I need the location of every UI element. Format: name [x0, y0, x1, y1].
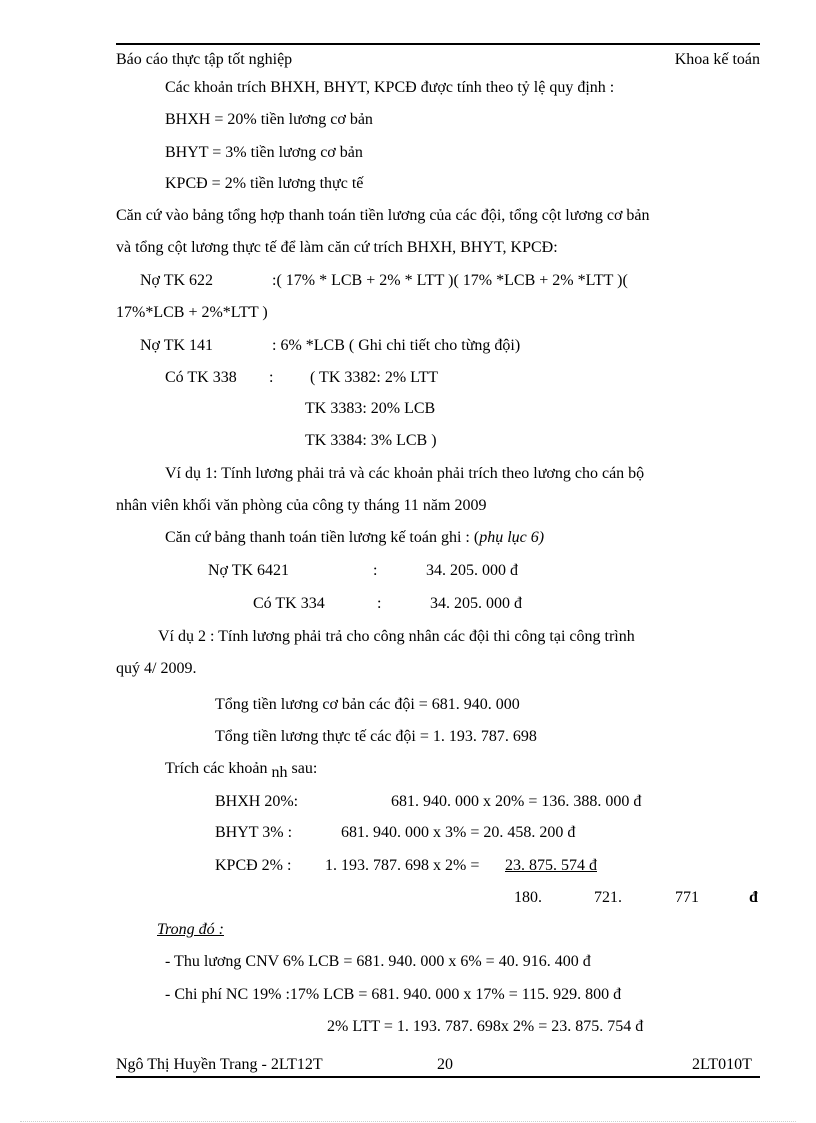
example-2-line-1: Ví dụ 2 : Tính lương phải trả cho công nhân các đội thi công tại công trình: [158, 628, 635, 645]
example-1-line-1: Ví dụ 1: Tính lương phải trả và các khoản phải trích theo lương cho cán bộ: [165, 465, 645, 482]
footer-author: Ngô Thị Huyền Trang - 2LT12T: [116, 1056, 323, 1073]
intro-line: Các khoản trích BHXH, BHYT, KPCĐ được tính theo tỷ lệ quy định :: [165, 79, 615, 96]
tk-3384: TK 3384: 3% LCB ): [305, 432, 437, 449]
co-334-amount: 34. 205. 000 đ: [430, 595, 522, 612]
tk-3383: TK 3383: 20% LCB: [305, 400, 436, 417]
co-334-colon: :: [377, 595, 382, 612]
chi-phi-line: - Chi phí NC 19% :17% LCB = 681. 940. 000 x 17% = 115. 929. 800 đ: [165, 986, 622, 1003]
deduction-intro: [165, 760, 318, 781]
trong-do-heading: Trong đó :: [157, 921, 224, 938]
tk-3382: ( TK 3382: 2% LTT: [310, 369, 438, 386]
basis-line-2: và tổng cột lương thực tế để làm căn cứ trích BHXH, BHYT, KPCĐ:: [116, 239, 558, 256]
deduction-intro-text: Trích các khoản: [165, 760, 268, 777]
sum-part-1: 180.: [514, 889, 542, 906]
bhyt-calc-label: BHYT 3% :: [215, 824, 293, 841]
sum-part-3: 771: [675, 889, 699, 906]
sum-currency: đ: [749, 889, 758, 906]
total-actual-salary: Tổng tiền lương thực tế các đội = 1. 193. 787. 698: [215, 728, 537, 745]
thu-luong-line: - Thu lương CNV 6% LCB = 681. 940. 000 x 6% = 40. 916. 400 đ: [165, 953, 591, 970]
kpcd-calc: 1. 193. 787. 698 x 2% =: [325, 857, 480, 874]
footer-code: 2LT010T: [692, 1056, 752, 1073]
footer-bottom-rule: [116, 1076, 760, 1078]
example-1-line-2: nhân viên khối văn phòng của công ty tháng 11 năm 2009: [116, 497, 487, 514]
co-338-colon: :: [269, 369, 274, 386]
bhxh-calc: 681. 940. 000 x 20% = 136. 388. 000 đ: [391, 793, 642, 810]
example-1-basis: [165, 530, 544, 546]
no-622-label: Nợ TK 622: [140, 272, 214, 289]
kpcd-rule: KPCĐ = 2% tiền lương thực tế: [165, 175, 364, 192]
total-basic-salary: Tổng tiền lương cơ bản các đội = 681. 940. 000: [215, 696, 520, 713]
header-top-rule: [116, 43, 760, 45]
header-right-title: Khoa kế toán: [674, 51, 760, 68]
deduction-intro-end: sau:: [291, 760, 318, 777]
footer-page-number: 20: [437, 1056, 453, 1073]
deduction-intro-subscript: nh: [271, 764, 288, 781]
example-2-line-2: quý 4/ 2009.: [116, 660, 197, 677]
no-6421-label: Nợ TK 6421: [208, 562, 290, 579]
bhyt-rule: BHYT = 3% tiền lương cơ bản: [165, 144, 363, 161]
bhxh-calc-label: BHXH 20%:: [215, 793, 299, 810]
no-622-value: :( 17% * LCB + 2% * LTT )( 17% *LCB + 2% *LTT )(: [272, 272, 628, 289]
no-6421-amount: 34. 205. 000 đ: [426, 562, 518, 579]
bhyt-calc: 681. 940. 000 x 3% = 20. 458. 200 đ: [341, 824, 576, 841]
example-1-basis-text: Căn cứ bảng thanh toán tiền lương kế toán ghi : (: [165, 529, 480, 546]
no-141-value: : 6% *LCB ( Ghi chi tiết cho từng đội): [272, 337, 521, 354]
header-left-title: Báo cáo thực tập tốt nghiệp: [116, 51, 293, 68]
co-338-label: Có TK 338: [165, 369, 237, 386]
no-622-continuation: 17%*LCB + 2%*LTT ): [116, 304, 268, 321]
page-edge-dotted-line: [20, 1121, 796, 1122]
appendix-reference: phụ lục 6): [479, 529, 545, 546]
kpcd-calc-result: 23. 875. 574 đ: [505, 857, 597, 874]
co-334-label: Có TK 334: [253, 595, 325, 612]
no-6421-colon: :: [373, 562, 378, 579]
chi-phi-line-2: 2% LTT = 1. 193. 787. 698x 2% = 23. 875. 754 đ: [327, 1018, 644, 1035]
no-141-label: Nợ TK 141: [140, 337, 214, 354]
kpcd-calc-label: KPCĐ 2% :: [215, 857, 292, 874]
sum-part-2: 721.: [594, 889, 622, 906]
bhxh-rule: BHXH = 20% tiền lương cơ bản: [165, 111, 373, 128]
basis-line-1: Căn cứ vào bảng tổng hợp thanh toán tiền lương của các đội, tổng cột lương cơ bản: [116, 207, 650, 224]
